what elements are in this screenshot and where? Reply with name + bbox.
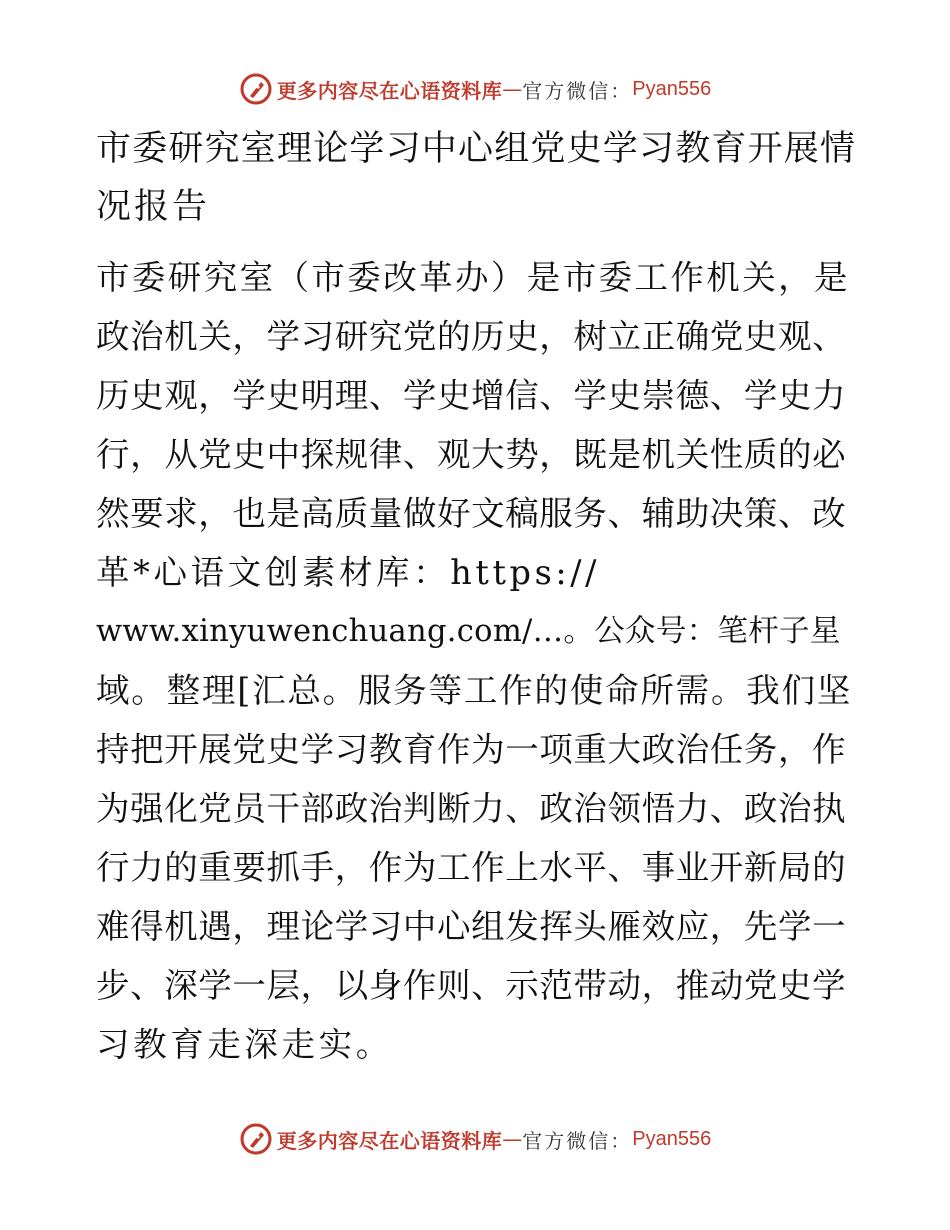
- body-line: www.xinyuwenchuang.com/…。公众号：笔杆子星: [96, 614, 841, 649]
- body-line: 为强化党员干部政治判断力、政治领悟力、政治执: [96, 789, 847, 828]
- body-line: 域。整理[汇总。服务等工作的使命所需。我们坚: [96, 671, 853, 710]
- body-line: 持把开展党史学习教育作为一项重大政治任务，作: [96, 730, 847, 769]
- body-line: 政治机关，学习研究党的历史，树立正确党史观、: [96, 317, 847, 356]
- body-line: 革*心语文创素材库：https://: [96, 553, 601, 592]
- body-line: 然要求，也是高质量做好文稿服务、辅助决策、改: [96, 494, 847, 533]
- body-line: 市委研究室（市委改革办）是市委工作机关，是: [96, 258, 850, 297]
- pen-nib-logo-icon: [239, 72, 273, 106]
- body-line: 行，从党史中探规律、观大势，既是机关性质的必: [96, 435, 847, 474]
- header-banner: [0, 72, 950, 106]
- title-line: 况报告: [96, 187, 211, 227]
- banner-separator: —: [502, 77, 523, 101]
- banner-separator: —: [502, 1127, 523, 1151]
- title-line: 市委研究室理论学习中心组党史学习教育开展情: [96, 129, 857, 169]
- body-line: 历史观，学史明理、学史增信、学史崇德、学史力: [96, 376, 847, 415]
- body-line: 习教育走深走实。: [96, 1025, 393, 1064]
- banner-main-text: 更多内容尽在心语资料库: [276, 1128, 503, 1153]
- banner-wechat-label: 官方微信：: [522, 1128, 633, 1153]
- body-line: 难得机遇，理论学习中心组发挥头雁效应，先学一: [96, 907, 847, 946]
- footer-banner: [0, 1122, 950, 1156]
- banner-wechat-label: 官方微信：: [522, 78, 633, 103]
- document-body: [96, 248, 852, 1074]
- pen-nib-logo-icon: [239, 1122, 273, 1156]
- document-title: [96, 120, 856, 236]
- body-line: 步、深学一层，以身作则、示范带动，推动党史学: [96, 966, 847, 1005]
- body-line: 行力的重要抓手，作为工作上水平、事业开新局的: [96, 848, 847, 887]
- banner-wechat-id: Pyan556: [632, 77, 712, 100]
- banner-wechat-id: Pyan556: [632, 1127, 712, 1150]
- banner-main-text: 更多内容尽在心语资料库: [276, 78, 503, 103]
